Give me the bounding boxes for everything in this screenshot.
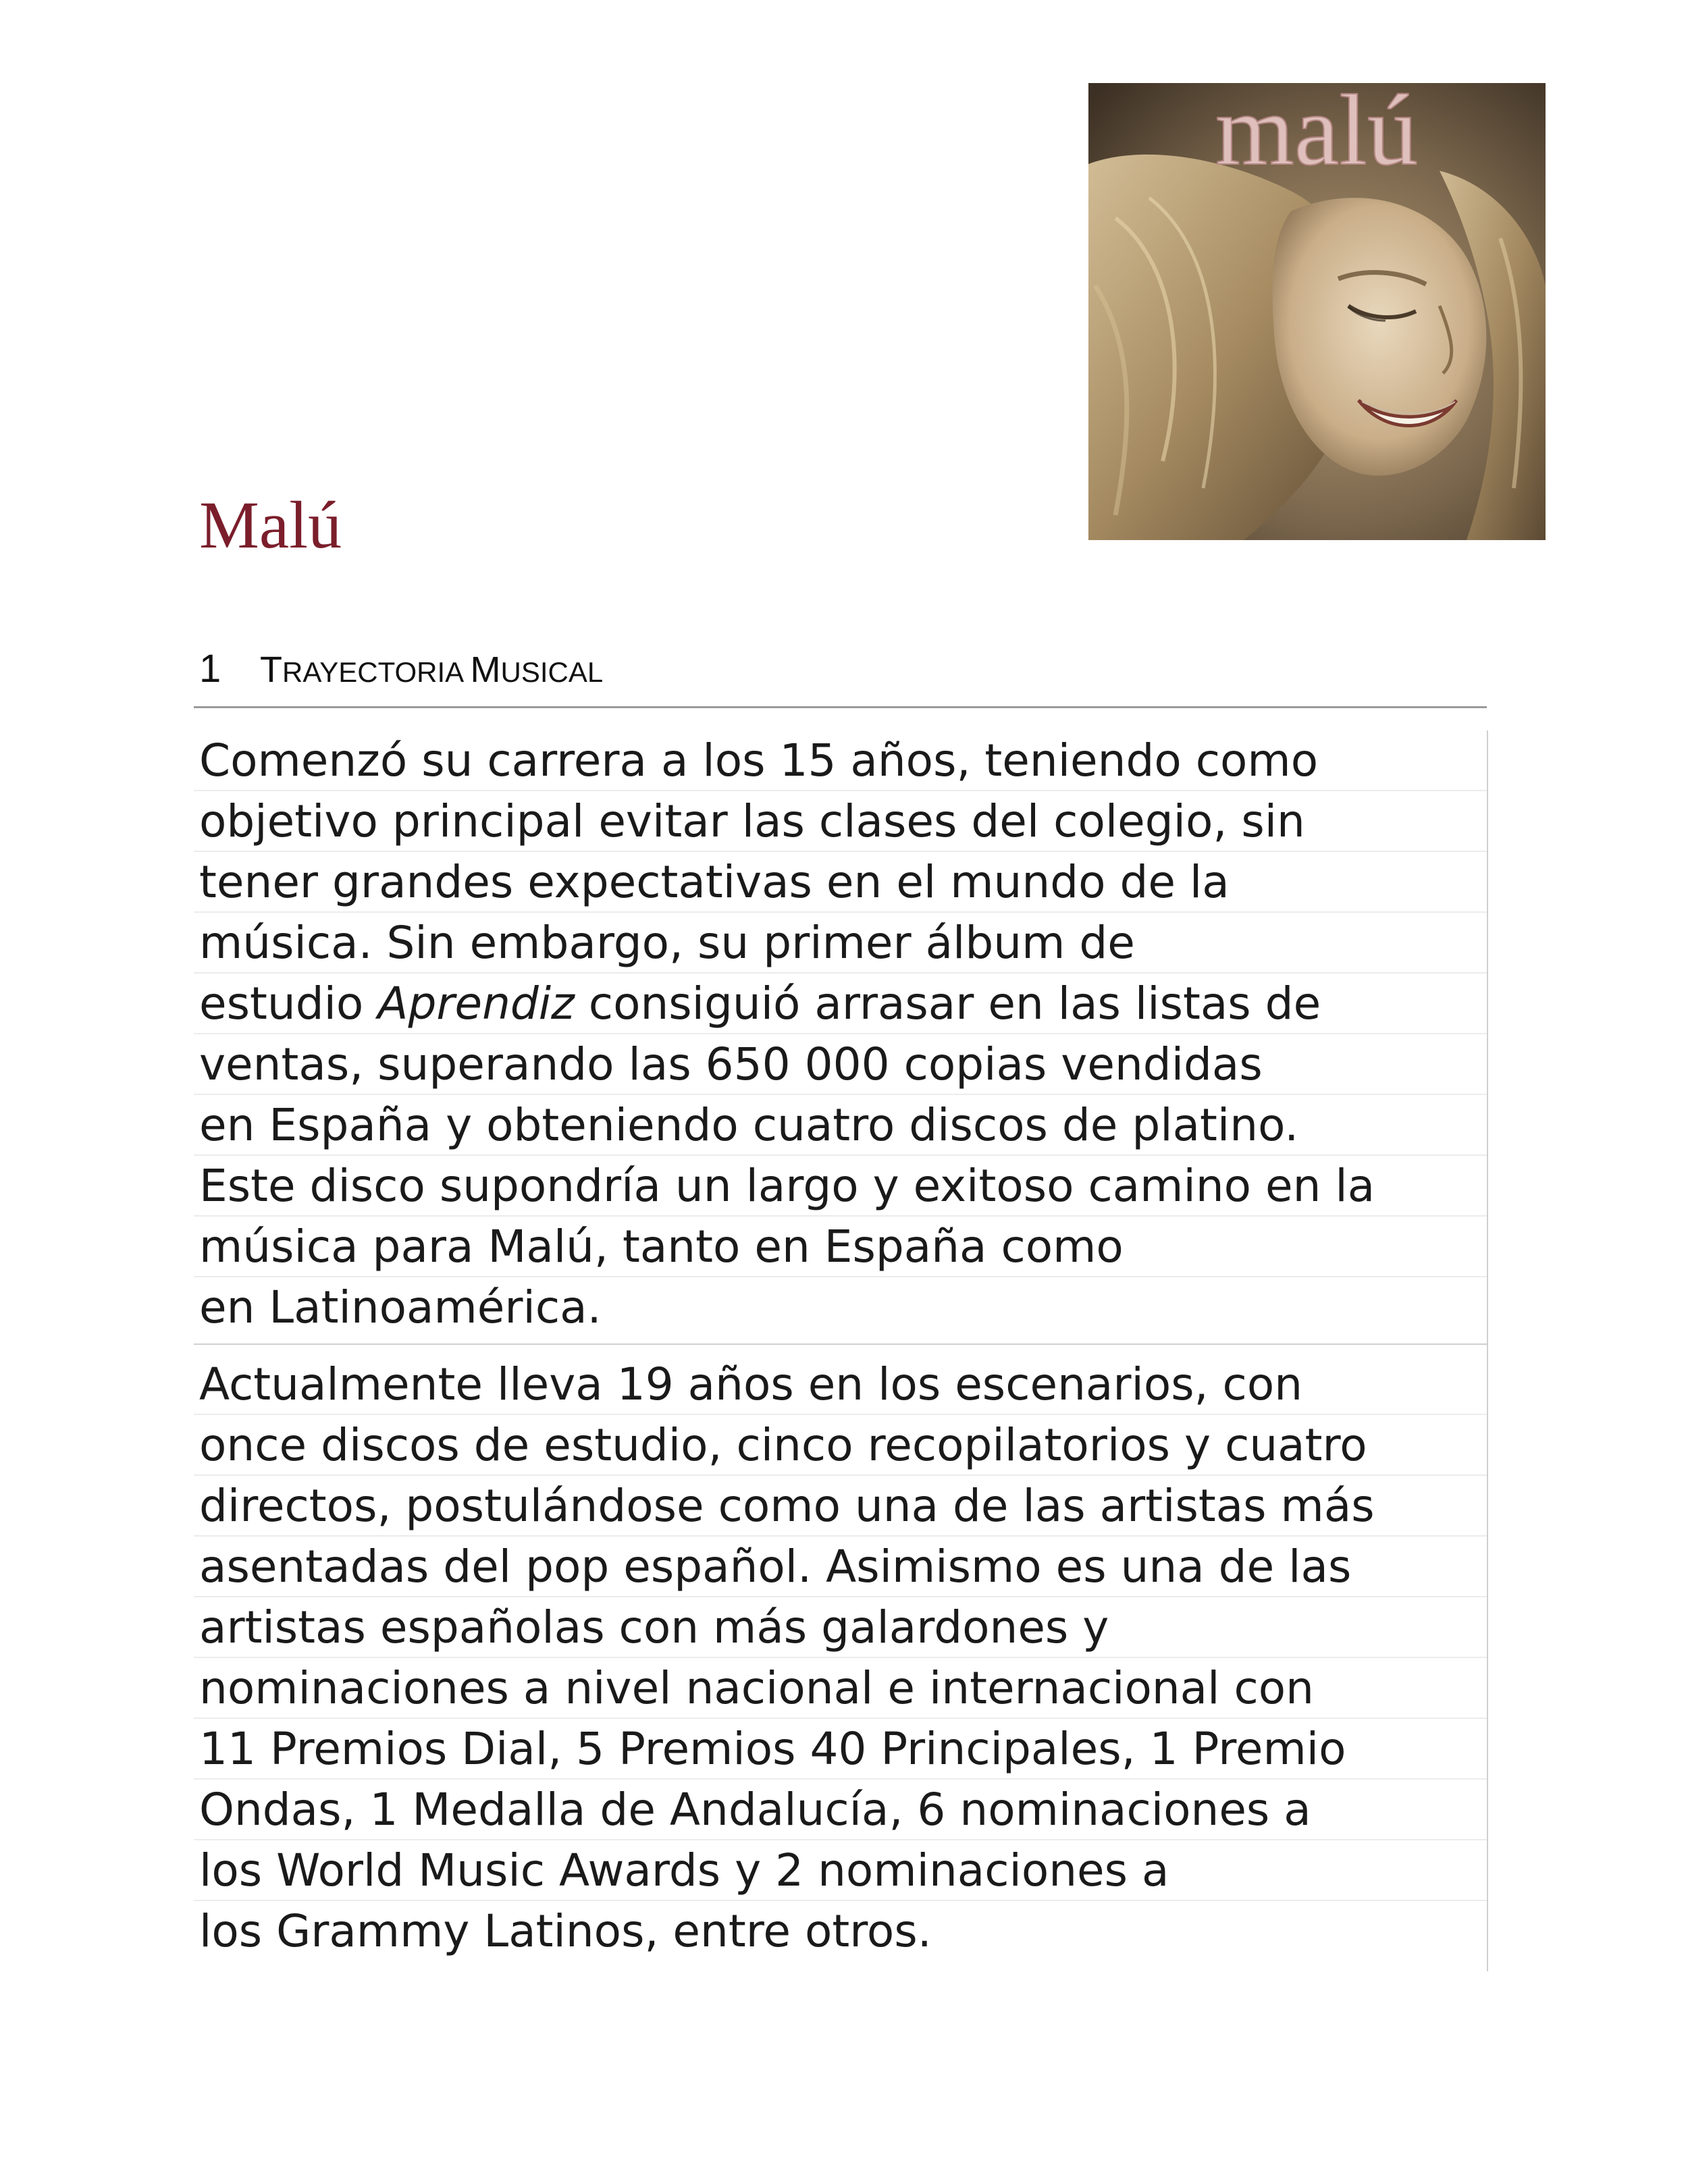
text-line [194, 1597, 1487, 1658]
album-logo-text: malú [1215, 83, 1418, 186]
section-number: 1 [199, 647, 221, 691]
text-line [194, 1719, 1487, 1780]
text-run: directos, postulándose como una de las artistas más [199, 1480, 1375, 1532]
text-run: Este disco supondría un largo y exitoso camino en la [199, 1160, 1375, 1212]
text-line [194, 1034, 1487, 1095]
section-title [260, 649, 604, 690]
text-line [194, 1780, 1487, 1840]
album-cover-image [1088, 83, 1546, 540]
text-run: once discos de estudio, cinco recopilatorios y cuatro [199, 1419, 1367, 1471]
section-heading [199, 649, 1482, 689]
text-line [194, 1156, 1487, 1217]
section-title-part: USICAL [500, 656, 604, 688]
text-run: en España y obteniendo cuatro discos de platino. [199, 1099, 1299, 1151]
text-run: música. Sin embargo, su primer álbum de [199, 917, 1135, 969]
text-line [194, 1476, 1487, 1537]
text-run: los World Music Awards y 2 nominaciones a [199, 1844, 1169, 1896]
body-text [194, 730, 1488, 1971]
text-run: Actualmente lleva 19 años en los escenarios, con [199, 1358, 1303, 1410]
text-run: artistas españolas con más galardones y [199, 1601, 1109, 1653]
text-line [194, 1658, 1487, 1719]
text-run: Ondas, 1 Medalla de Andalucía, 6 nominaciones a [199, 1784, 1311, 1836]
text-line [194, 1840, 1487, 1901]
album-cover-photo [1088, 83, 1546, 540]
text-line [194, 1415, 1487, 1476]
paragraph [194, 1354, 1487, 1962]
text-line [194, 852, 1487, 913]
text-line [194, 1537, 1487, 1597]
text-line [194, 1277, 1487, 1345]
section-title-part: RAYECTORIA [282, 656, 471, 688]
text-run: música para Malú, tanto en España como [199, 1221, 1124, 1273]
text-run: nominaciones a nivel nacional e internacional con [199, 1662, 1314, 1714]
text-run: tener grandes expectativas en el mundo de la [199, 856, 1230, 908]
text-run: en Latinoamérica. [199, 1281, 602, 1333]
text-run: ventas, superando las 650 000 copias vendidas [199, 1038, 1263, 1090]
text-line [194, 913, 1487, 974]
text-run: asentadas del pop español. Asimismo es una de las [199, 1541, 1352, 1593]
paragraph [194, 730, 1487, 1345]
text-line [194, 1901, 1487, 1962]
text-line [194, 791, 1487, 852]
section-title-part: M [470, 649, 501, 690]
section-title-part: T [260, 649, 282, 690]
album-title-italic: Aprendiz [377, 978, 575, 1030]
section-divider [194, 706, 1487, 708]
text-line [194, 1217, 1487, 1277]
text-run: los Grammy Latinos, entre otros. [199, 1905, 932, 1957]
text-line [194, 974, 1487, 1034]
text-run: consiguió arrasar en las listas de [574, 978, 1321, 1030]
text-run: estudio [199, 978, 378, 1030]
text-line [194, 1354, 1487, 1415]
text-run: objetivo principal evitar las clases del colegio, sin [199, 795, 1305, 847]
text-line [194, 730, 1487, 791]
text-line [194, 1095, 1487, 1156]
text-run: 11 Premios Dial, 5 Premios 40 Principales, 1 Premio [199, 1723, 1346, 1775]
text-run: Comenzó su carrera a los 15 años, teniendo como [199, 735, 1319, 787]
page-title: Malú [199, 487, 342, 562]
